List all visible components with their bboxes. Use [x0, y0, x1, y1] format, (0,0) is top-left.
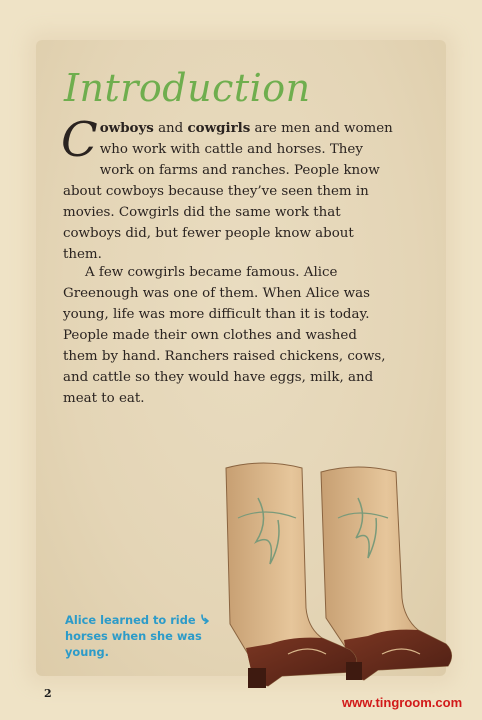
paragraph-1: [61, 112, 393, 265]
paragraph-1-text-b: are men and women who work with cattle and horses. They work on farms and ranches. People know about cowboys because they’ve seen them in movies. Cowgirls did the same work that cowboys did, but fewer people know about them.: [63, 121, 393, 262]
arrow-right-icon: [200, 612, 212, 624]
bold-cowboys: owboys: [99, 120, 154, 136]
paragraph-2: A few cowgirls became famous. Alice Greenough was one of them. When Alice was young, life was more difficult than it is today. People made their own clothes and washed them by hand. Ranchers raised chickens, cows, and cattle so they would have eggs, milk, and meat to eat.: [63, 265, 386, 406]
cowboy-boots-image: [218, 458, 458, 690]
page-number: 2: [44, 687, 52, 700]
drop-cap: C: [61, 112, 98, 168]
bold-cowgirls: cowgirls: [187, 120, 251, 136]
watermark: www.tingroom.com: [342, 695, 463, 710]
page-title: Introduction: [64, 66, 311, 110]
paragraph-1-text-a: and: [153, 121, 188, 136]
photo-caption: Alice learned to ride horses when she was young.: [65, 613, 202, 659]
